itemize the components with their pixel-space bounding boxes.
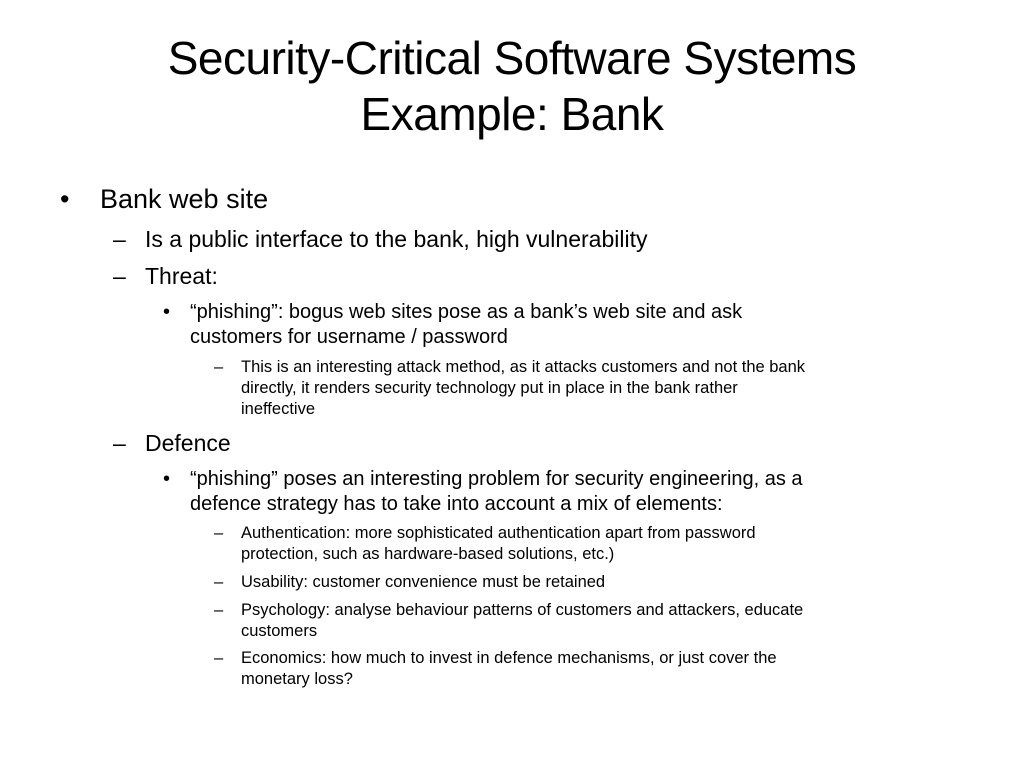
subbullet-text: Is a public interface to the bank, high vulnerability — [145, 226, 648, 252]
slide-title — [40, 30, 984, 142]
detail-usability — [214, 572, 606, 593]
subbullet-public-interface — [113, 225, 648, 253]
detail-psychology — [214, 600, 804, 642]
point-text-line-1: “phishing”: bogus web sites pose as a bank’s web site and ask — [190, 301, 743, 323]
title-line-1: Security-Critical Software Systems — [167, 32, 857, 84]
point-phishing-problem — [163, 467, 803, 517]
dash-icon: – — [113, 430, 126, 456]
dash-icon: – — [214, 573, 224, 591]
dash-icon: – — [214, 649, 224, 667]
detail-economics — [214, 648, 777, 690]
dash-icon: – — [214, 524, 224, 542]
point-text-line-2: defence strategy has to take into account a mix of elements: — [190, 493, 723, 515]
bullet-dot-icon: • — [163, 301, 171, 323]
detail-text-line-2: protection, such as hardware-based solutions, etc.) — [241, 545, 615, 563]
detail-text-line-2: customers — [241, 622, 318, 640]
detail-text-line-1: Usability: customer convenience must be retained — [241, 573, 606, 591]
bullet-dot-icon: • — [60, 184, 70, 214]
subbullet-text: Threat: — [145, 263, 218, 289]
detail-text-line-2: monetary loss? — [241, 670, 353, 688]
bullet-bank-web-site — [60, 183, 269, 215]
detail-text-line-1: Economics: how much to invest in defence mechanisms, or just cover the — [241, 649, 777, 667]
subbullet-defence — [113, 429, 231, 457]
detail-text-line-1: This is an interesting attack method, as it attacks customers and not the bank — [241, 358, 806, 376]
detail-text-line-3: ineffective — [241, 400, 315, 418]
dash-icon: – — [214, 601, 224, 619]
detail-text-line-1: Psychology: analyse behaviour patterns of customers and attackers, educate — [241, 601, 804, 619]
point-phishing — [163, 300, 743, 350]
bullet-text: Bank web site — [100, 184, 269, 214]
dash-icon: – — [113, 226, 126, 252]
subbullet-text: Defence — [145, 430, 231, 456]
subbullet-threat — [113, 262, 218, 290]
bullet-dot-icon: • — [163, 468, 171, 490]
title-line-2: Example: Bank — [360, 88, 664, 140]
detail-text-line-2: directly, it renders security technology put in place in the bank rather — [241, 379, 738, 397]
dash-icon: – — [214, 358, 224, 376]
detail-text-line-1: Authentication: more sophisticated authentication apart from password — [241, 524, 756, 542]
point-text-line-1: “phishing” poses an interesting problem for security engineering, as a — [190, 468, 803, 490]
dash-icon: – — [113, 263, 126, 289]
detail-authentication — [214, 523, 756, 565]
point-text-line-2: customers for username / password — [190, 326, 508, 348]
detail-attack-method — [214, 357, 806, 420]
